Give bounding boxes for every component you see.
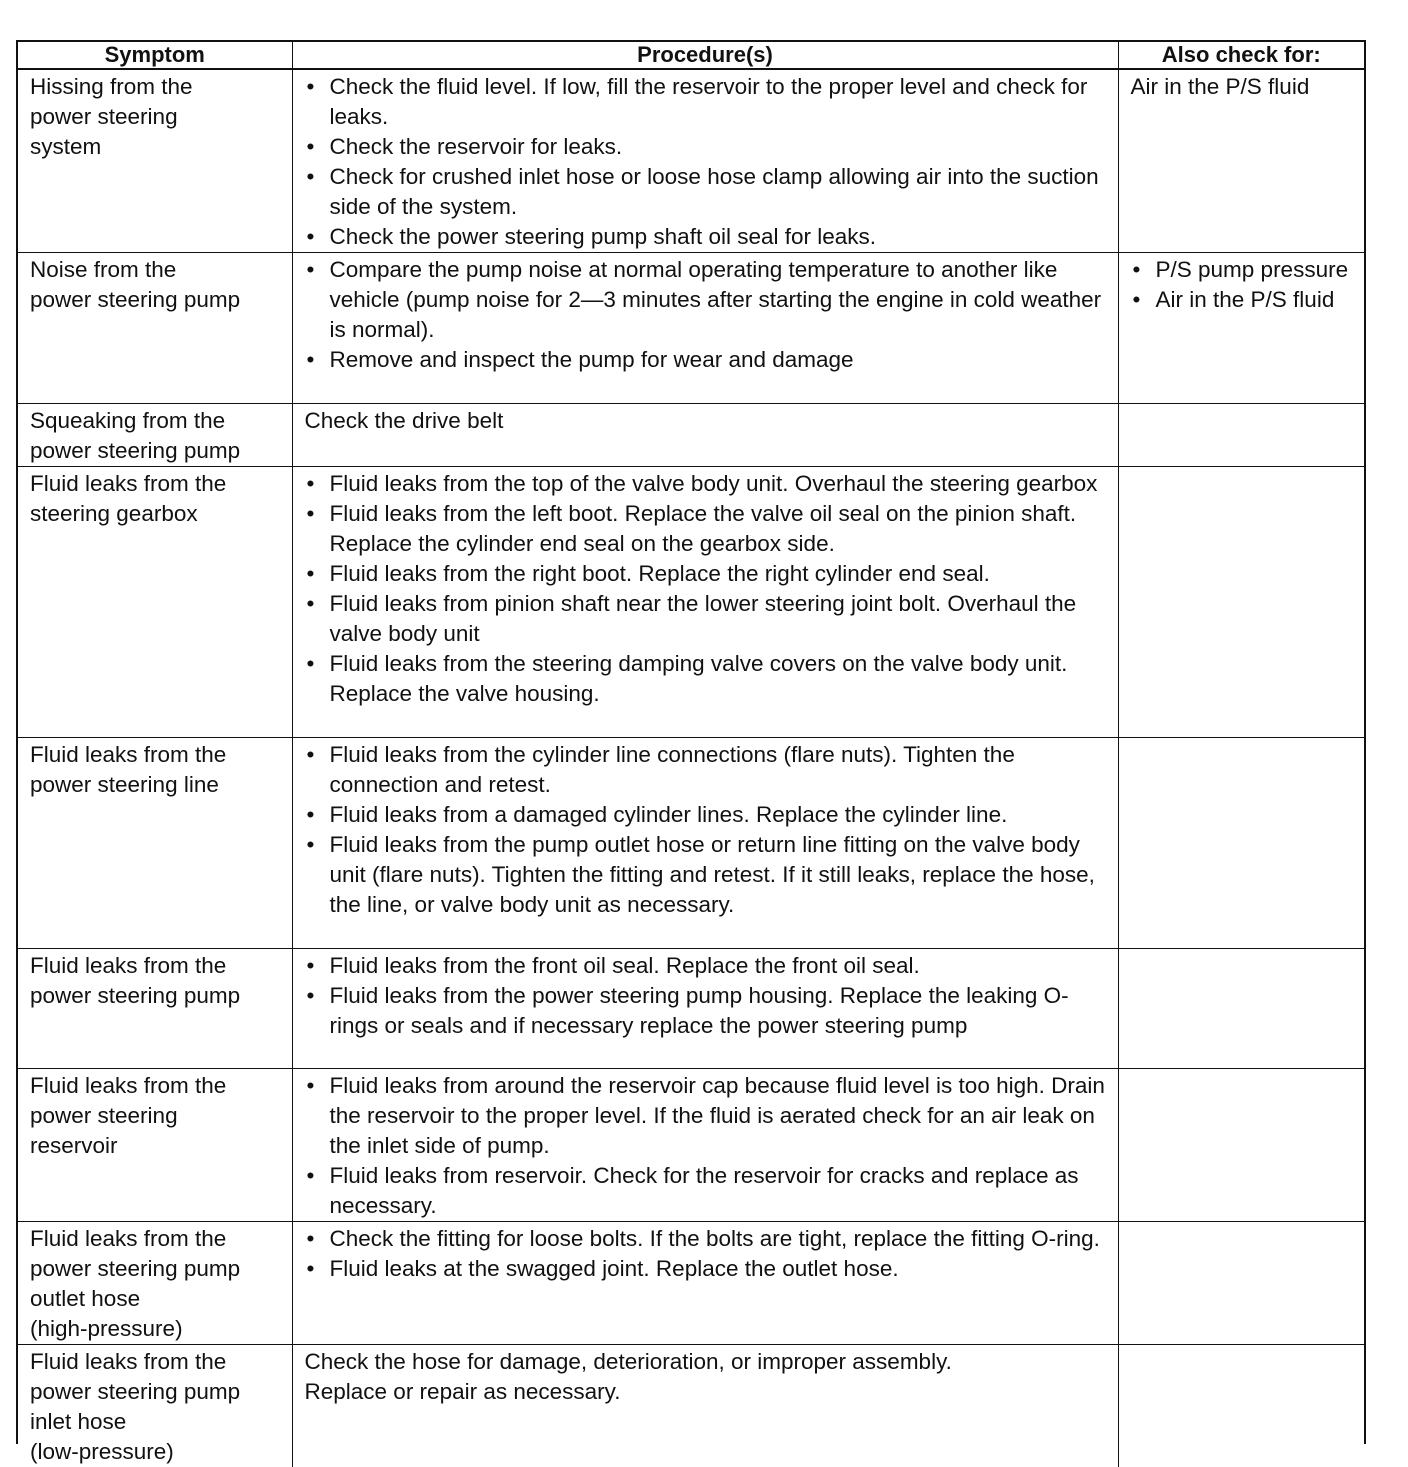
procedure-cell — [292, 1069, 1118, 1222]
symptom-cell — [18, 949, 292, 1069]
procedure-item: • Check the fluid level. If low, fill the reservoir to the proper level and check for leaks. — [305, 72, 1114, 132]
symptom-line: Fluid leaks from the — [30, 1347, 288, 1377]
procedure-item: • Fluid leaks from the front oil seal. Replace the front oil seal. — [305, 951, 1114, 981]
symptom-line: power steering pump — [30, 285, 288, 315]
procedure-item: • Check the power steering pump shaft oil seal for leaks. — [305, 222, 1114, 252]
header-procedure: Procedure(s) — [292, 42, 1118, 69]
procedure-item: • Fluid leaks from the top of the valve body unit. Overhaul the steering gearbox — [305, 469, 1114, 499]
procedure-list — [305, 469, 1114, 709]
symptom-cell — [18, 404, 292, 467]
symptom-line: (low-pressure) — [30, 1437, 288, 1467]
symptom-line: reservoir — [30, 1131, 288, 1161]
symptom-line: inlet hose — [30, 1407, 288, 1437]
table-row — [18, 738, 1364, 949]
also-check-list — [1131, 255, 1361, 315]
procedure-list — [305, 951, 1114, 1041]
symptom-line: power steering pump — [30, 1254, 288, 1284]
procedure-item: • Fluid leaks from reservoir. Check for the reservoir for cracks and replace as necessary. — [305, 1161, 1114, 1221]
table-row — [18, 1345, 1364, 1467]
also-check-cell — [1118, 738, 1364, 949]
symptom-line: Fluid leaks from the — [30, 469, 288, 499]
also-check-cell — [1118, 1222, 1364, 1345]
table-row — [18, 253, 1364, 404]
procedure-item: • Fluid leaks from the left boot. Replace the valve oil seal on the pinion shaft. Replace the cylinder end seal on the gearbox side. — [305, 499, 1114, 559]
procedure-cell — [292, 253, 1118, 404]
symptom-cell — [18, 253, 292, 404]
procedure-item: • Fluid leaks from the right boot. Replace the right cylinder end seal. — [305, 559, 1114, 589]
procedure-list — [305, 255, 1114, 375]
symptom-line: power steering pump — [30, 436, 288, 466]
symptom-cell — [18, 69, 292, 253]
header-symptom: Symptom — [18, 42, 292, 69]
also-check-cell — [1118, 1069, 1364, 1222]
symptom-line: (high-pressure) — [30, 1314, 288, 1344]
procedure-list — [305, 72, 1114, 252]
procedure-cell — [292, 404, 1118, 467]
table-row — [18, 404, 1364, 467]
procedure-item: • Fluid leaks from the cylinder line connections (flare nuts). Tighten the connection and retest. — [305, 740, 1114, 800]
table-row — [18, 69, 1364, 253]
also-check-text: Air in the P/S fluid — [1131, 72, 1361, 102]
procedure-item: • Check the fitting for loose bolts. If the bolts are tight, replace the fitting O-ring. — [305, 1224, 1114, 1254]
symptom-cell — [18, 738, 292, 949]
procedure-line: Replace or repair as necessary. — [305, 1377, 1114, 1407]
symptom-line: steering gearbox — [30, 499, 288, 529]
symptom-line: power steering line — [30, 770, 288, 800]
procedure-cell — [292, 1345, 1118, 1467]
procedure-item: • Check for crushed inlet hose or loose hose clamp allowing air into the suction side of the system. — [305, 162, 1114, 222]
table-row — [18, 1222, 1364, 1345]
symptom-line: power steering pump — [30, 981, 288, 1011]
also-check-cell — [1118, 1345, 1364, 1467]
procedure-cell — [292, 467, 1118, 738]
table-row — [18, 949, 1364, 1069]
also-check-item: • P/S pump pressure — [1131, 255, 1361, 285]
troubleshooting-page — [16, 40, 1366, 1444]
symptom-line: power steering pump — [30, 1377, 288, 1407]
symptom-line: outlet hose — [30, 1284, 288, 1314]
procedure-item: • Remove and inspect the pump for wear and damage — [305, 345, 1114, 375]
procedure-list — [305, 740, 1114, 920]
also-check-item: • Air in the P/S fluid — [1131, 285, 1361, 315]
procedure-text: Check the drive belt — [305, 406, 1114, 436]
symptom-line: Hissing from the — [30, 72, 288, 102]
procedure-item: • Fluid leaks at the swagged joint. Replace the outlet hose. — [305, 1254, 1114, 1284]
procedure-item: • Fluid leaks from the pump outlet hose or return line fitting on the valve body unit (flare nuts). Tighten the fitting and retest. If it still leaks, replace the hose, the line, or valve body unit as necessary. — [305, 830, 1114, 920]
symptom-line: Noise from the — [30, 255, 288, 285]
procedure-cell — [292, 69, 1118, 253]
symptom-line: Squeaking from the — [30, 406, 288, 436]
symptom-line: Fluid leaks from the — [30, 1224, 288, 1254]
also-check-cell — [1118, 253, 1364, 404]
symptom-line: Fluid leaks from the — [30, 1071, 288, 1101]
table-row — [18, 467, 1364, 738]
symptom-cell — [18, 1069, 292, 1222]
also-check-cell — [1118, 404, 1364, 467]
symptom-line: power steering — [30, 1101, 288, 1131]
symptom-line: power steering — [30, 102, 288, 132]
procedure-item: • Check the reservoir for leaks. — [305, 132, 1114, 162]
symptom-line: Fluid leaks from the — [30, 951, 288, 981]
also-check-cell — [1118, 949, 1364, 1069]
procedure-line: Check the hose for damage, deterioration, or improper assembly. — [305, 1347, 1114, 1377]
procedure-item: • Compare the pump noise at normal operating temperature to another like vehicle (pump noise for 2—3 minutes after starting the engine in cold weather is normal). — [305, 255, 1114, 345]
troubleshooting-table — [18, 42, 1364, 1467]
procedure-list — [305, 1071, 1114, 1221]
procedure-item: • Fluid leaks from around the reservoir cap because fluid level is too high. Drain the reservoir to the proper level. If the fluid is aerated check for an air leak on the inlet side of pump. — [305, 1071, 1114, 1161]
symptom-cell — [18, 1222, 292, 1345]
procedure-list — [305, 1224, 1114, 1284]
symptom-line: Fluid leaks from the — [30, 740, 288, 770]
procedure-item: • Fluid leaks from pinion shaft near the lower steering joint bolt. Overhaul the valve body unit — [305, 589, 1114, 649]
also-check-cell — [1118, 467, 1364, 738]
procedure-cell — [292, 738, 1118, 949]
also-check-cell — [1118, 69, 1364, 253]
procedure-cell — [292, 949, 1118, 1069]
table-row — [18, 1069, 1364, 1222]
symptom-cell — [18, 1345, 292, 1467]
symptom-cell — [18, 467, 292, 738]
header-row — [18, 42, 1364, 69]
procedure-item: • Fluid leaks from the power steering pump housing. Replace the leaking O-rings or seals and if necessary replace the power steering pump — [305, 981, 1114, 1041]
header-also-check: Also check for: — [1118, 42, 1364, 69]
procedure-cell — [292, 1222, 1118, 1345]
procedure-item: • Fluid leaks from the steering damping valve covers on the valve body unit. Replace the valve housing. — [305, 649, 1114, 709]
procedure-item: • Fluid leaks from a damaged cylinder lines. Replace the cylinder line. — [305, 800, 1114, 830]
symptom-line: system — [30, 132, 288, 162]
